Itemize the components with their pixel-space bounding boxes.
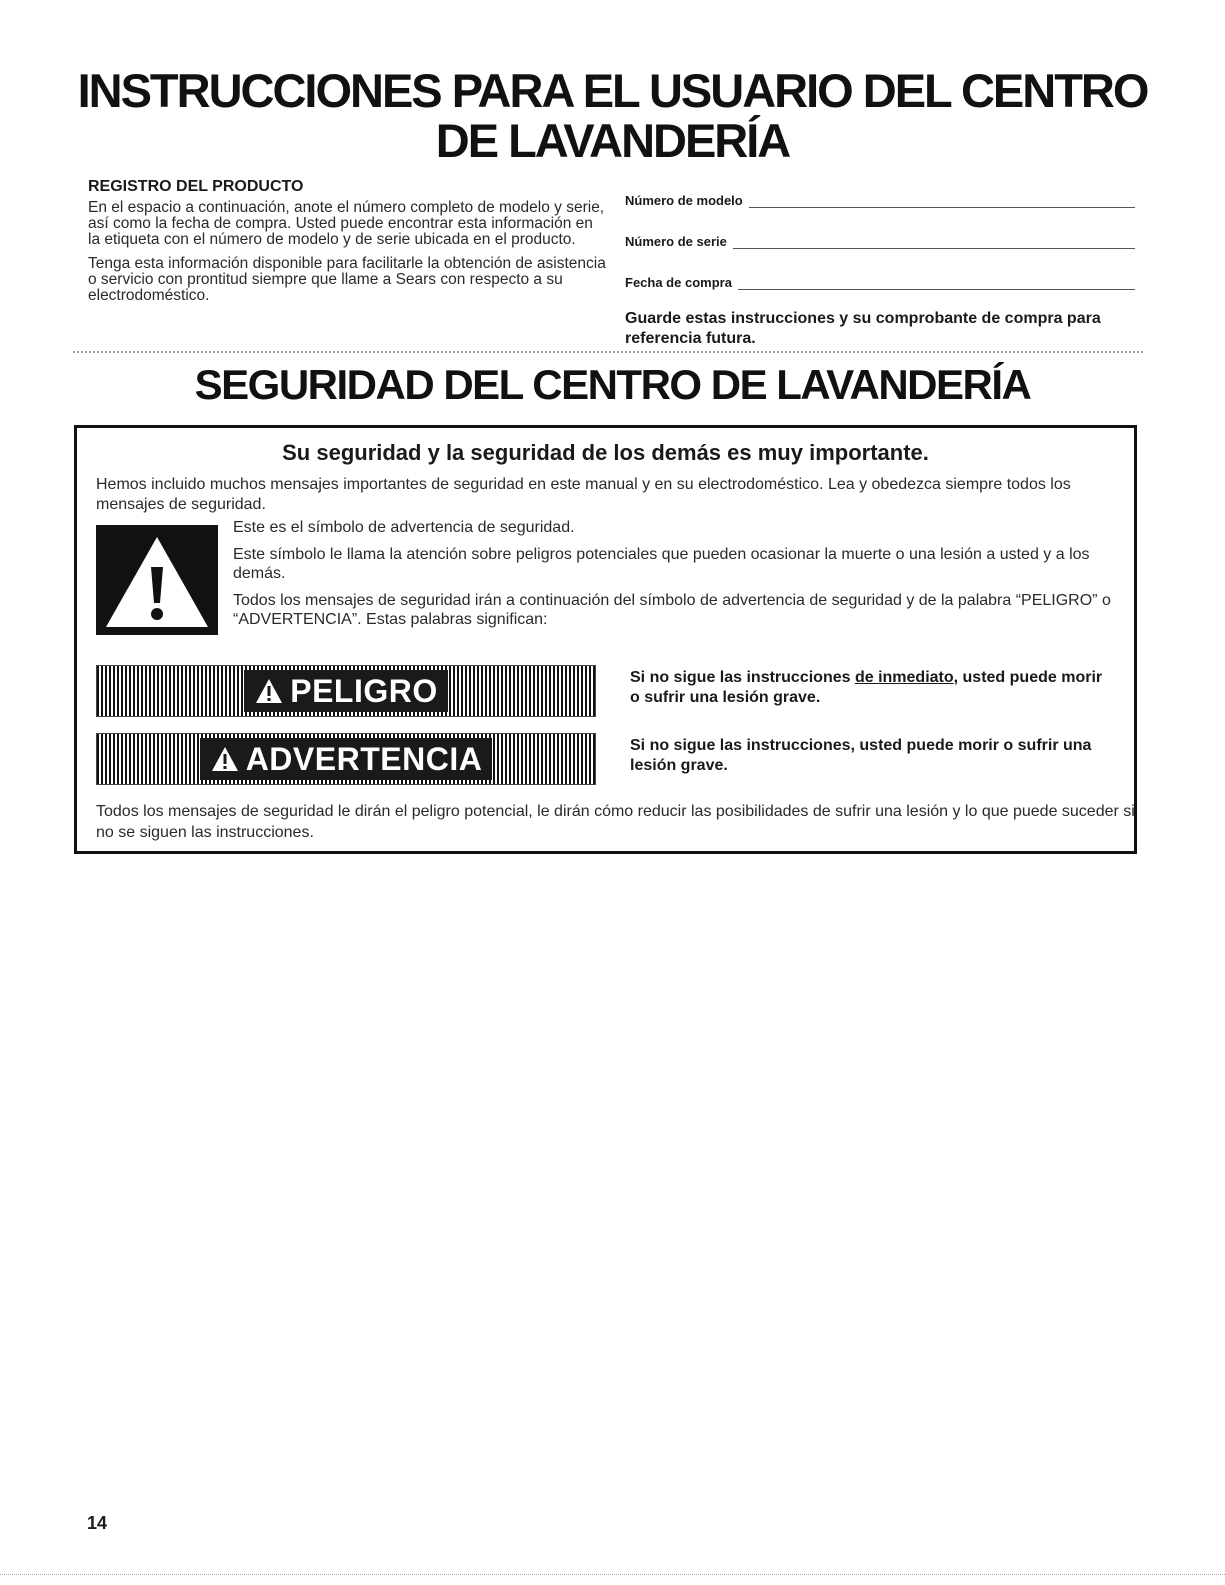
safety-box (74, 425, 1137, 854)
safety-section-title: SEGURIDAD DEL CENTRO DE LAVANDERÍA (194, 361, 1031, 408)
title-line-1: INSTRUCCIONES PARA EL USUARIO DEL CENTRO (77, 64, 1148, 117)
peligro-word: PELIGRO (290, 672, 438, 709)
symbol-line-3: Todos los mensajes de seguridad irán a continuación del símbolo de advertencia de seguridad y de la palabra “PELIGRO” o “ADVERTENCIA”. Estas palabras significan: (233, 592, 1111, 628)
purchase-date-field (625, 268, 1135, 290)
section-divider (73, 351, 1143, 353)
advertencia-label-box (200, 738, 493, 780)
peligro-signal-bar (96, 665, 596, 717)
model-number-label: Número de modelo (625, 193, 743, 208)
serial-number-label: Número de serie (625, 234, 727, 249)
alert-triangle-icon (254, 677, 284, 705)
symbol-explanation (233, 518, 1133, 637)
advertencia-signal-bar (96, 733, 596, 785)
peligro-desc-post: , usted puede morir o sufrir una lesión grave. (630, 669, 1103, 706)
model-number-blank (749, 195, 1135, 208)
safety-closing: Todos los mensajes de seguridad le dirán el peligro potencial, le dirán cómo reducir las posibilidades de sufrir una lesión y lo que puede suceder si no se siguen las instrucciones. (96, 803, 1135, 841)
peligro-desc-underlined: de inmediato (854, 669, 954, 686)
purchase-date-label: Fecha de compra (625, 275, 732, 290)
advertencia-word: ADVERTENCIA (245, 740, 483, 777)
serial-number-blank (733, 236, 1135, 249)
title-line-2: DE LAVANDERÍA (435, 114, 790, 167)
bottom-divider (0, 1574, 1225, 1575)
warning-triangle-icon (96, 525, 218, 635)
symbol-line-2: Este símbolo le llama la atención sobre peligros potenciales que pueden ocasionar la muerte o una lesión a usted y a los demás. (233, 546, 1090, 582)
registration-paragraph-1: En el espacio a continuación, anote el número completo de modelo y serie, así como la fecha de compra. Usted puede encontrar esta información en la etiqueta con el número de modelo y de serie ubicada en el producto. (88, 199, 605, 248)
peligro-desc-pre: Si no sigue las instrucciones (630, 669, 855, 686)
alert-triangle-icon (210, 745, 240, 773)
serial-number-field (625, 227, 1135, 249)
save-instructions-note: Guarde estas instrucciones y su comprobante de compra para referencia futura. (625, 310, 1101, 347)
page-number: 14 (87, 1513, 108, 1533)
peligro-label-box (244, 670, 448, 712)
registration-paragraph-2: Tenga esta información disponible para facilitarle la obtención de asistencia o servicio con prontitud siempre que llame a Sears con respecto a su electrodoméstico. (88, 255, 606, 304)
safety-box-heading: Su seguridad y la seguridad de los demás es muy importante. (282, 440, 929, 465)
model-number-field (625, 186, 1135, 208)
product-registration (88, 178, 608, 312)
purchase-date-blank (738, 277, 1135, 290)
page-title (0, 66, 1225, 166)
advertencia-description: Si no sigue las instrucciones, usted puede morir o sufrir una lesión grave. (630, 737, 1092, 774)
safety-intro: Hemos incluido muchos mensajes importantes de seguridad en este manual y en su electrodoméstico. Lea y obedezca siempre todos los mensajes de seguridad. (96, 476, 1071, 513)
symbol-line-1: Este es el símbolo de advertencia de seguridad. (233, 519, 575, 536)
peligro-description (630, 668, 1110, 708)
registration-fields (625, 186, 1135, 349)
registration-heading: REGISTRO DEL PRODUCTO (88, 178, 304, 195)
